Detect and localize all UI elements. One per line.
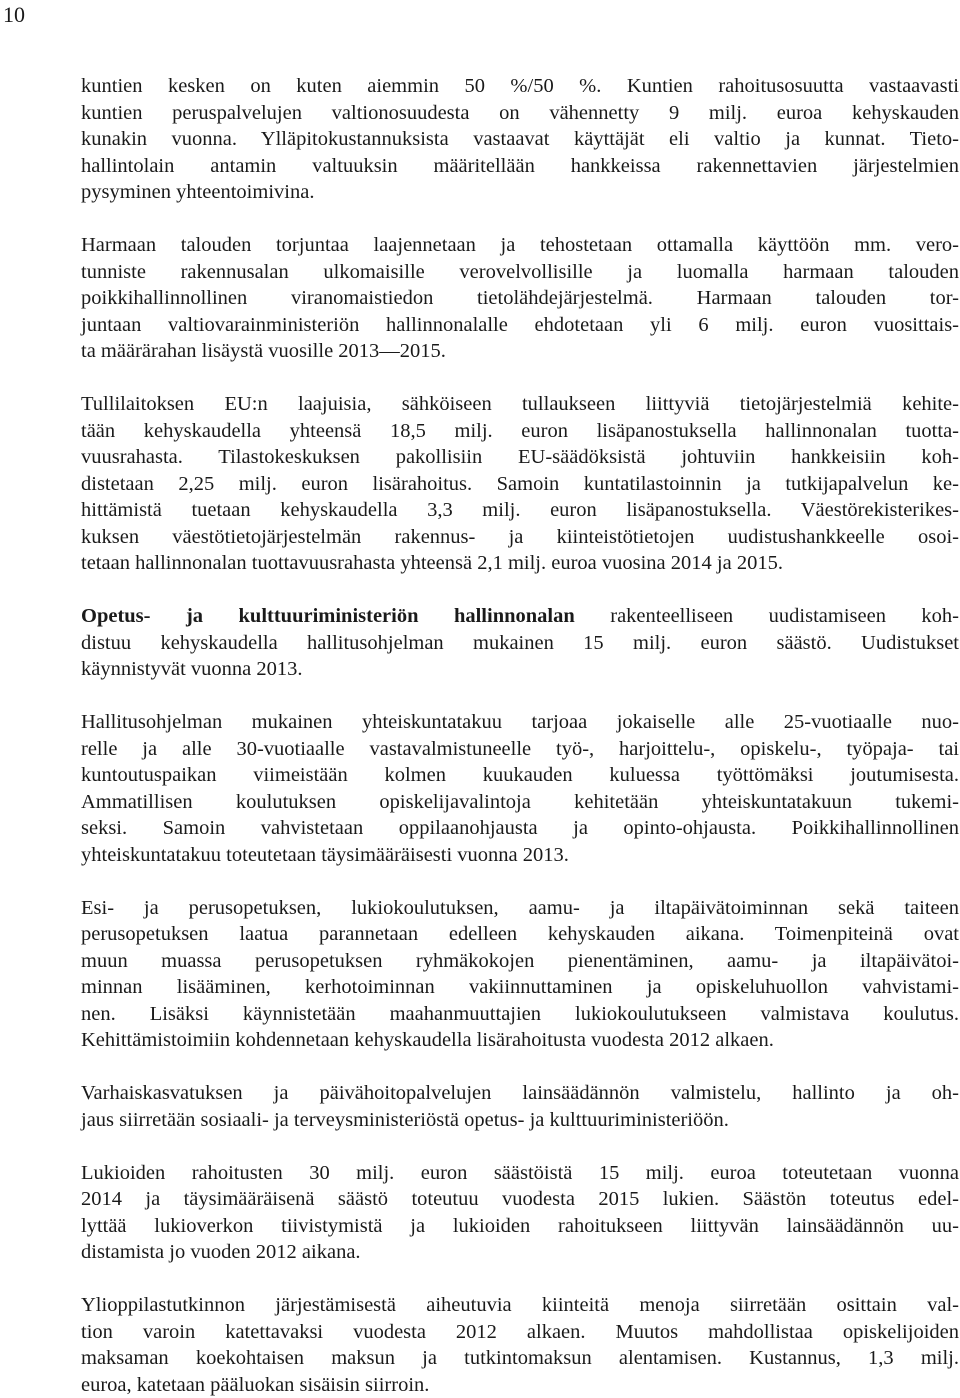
- text-line: [81, 1186, 959, 1213]
- text-line: [81, 1107, 959, 1134]
- text-line: [81, 974, 959, 1001]
- line-text: jaus siirretään sosiaali- ja terveysministeriöstä opetus- ja kulttuuriministeriöön.: [81, 1109, 729, 1131]
- line-text: ta määrärahan lisäystä vuosille 2013—2015.: [81, 340, 446, 362]
- paragraph: [81, 1160, 959, 1266]
- line-text: distuu kehyskaudella hallitusohjelman mukainen 15 milj. euron säästö. Uudistukset: [81, 632, 959, 654]
- line-text: vuusrahasta. Tilastokeskuksen pakollisiin EU-säädöksistä johtuviin hankkeisiin koh-: [81, 446, 959, 468]
- paragraph: [81, 73, 959, 206]
- line-text: kuksen väestötietojärjestelmän rakennus- ja kiinteistötietojen uudistushankkeelle osoi-: [81, 526, 959, 548]
- line-text: kuntoutuspaikan viimeistään kolmen kuukauden kuluessa työttömäksi joutumisesta.: [81, 764, 959, 786]
- text-line: [81, 285, 959, 312]
- text-line: [81, 100, 959, 127]
- line-text: Ammatillisen koulutuksen opiskelijavalintoja kehitetään yhteiskuntatakuun tukemi-: [81, 791, 959, 813]
- text-line: [81, 762, 959, 789]
- line-text: Ylioppilastutkinnon järjestämisestä aiheutuvia kiinteitä menoja siirretään osittain val-: [81, 1294, 959, 1316]
- line-text: Lukioiden rahoitusten 30 milj. euron säästöistä 15 milj. euroa toteutetaan vuonna: [81, 1162, 959, 1184]
- paragraph-gap: [81, 1054, 959, 1081]
- text-line: [81, 1292, 959, 1319]
- line-text: hittämistä tuetaan kehyskaudella 3,3 milj. euron lisäpanostuksella. Väestörekisterikes-: [81, 499, 959, 521]
- line-text: kuntien peruspalvelujen valtionosuudesta on vähennetty 9 milj. euroa kehyskauden: [81, 102, 959, 124]
- line-text: seksi. Samoin vahvistetaan oppilaanohjausta ja opinto-ohjausta. Poikkihallinnollinen: [81, 817, 959, 839]
- line-text: lyttää lukioverkon tiivistymistä ja lukioiden rahoitukseen liittyvän lainsäädännön uu-: [81, 1215, 959, 1237]
- line-text: Kehittämistoimiin kohdennetaan kehyskaudella lisärahoitusta vuodesta 2012 alkaen.: [81, 1029, 774, 1051]
- line-text: Esi- ja perusopetuksen, lukiokoulutuksen, aamu- ja iltapäivätoiminnan sekä taiteen: [81, 897, 959, 919]
- text-line: [81, 948, 959, 975]
- text-line: [81, 1160, 959, 1187]
- text-line: [81, 338, 959, 365]
- text-line: [81, 418, 959, 445]
- line-text: yhteiskuntatakuu toteutetaan täysimääräisesti vuonna 2013.: [81, 844, 569, 866]
- line-text: Harmaan talouden torjuntaa laajennetaan ja tehostetaan ottamalla käyttöön mm. vero-: [81, 234, 959, 256]
- text-line: [81, 603, 959, 630]
- text-line: [81, 444, 959, 471]
- line-text: Varhaiskasvatuksen ja päivähoitopalvelujen lainsäädännön valmistelu, hallinto ja oh-: [81, 1082, 959, 1104]
- line-text: rakenteelliseen uudistamiseen koh-: [575, 605, 959, 627]
- line-text: kunakin vuonna. Ylläpitokustannuksista vastaavat käyttäjät eli valtio ja kunnat. Tieto-: [81, 128, 959, 150]
- line-text: nen. Lisäksi käynnistetään maahanmuuttajien lukiokoulutukseen valmistava koulutus.: [81, 1003, 959, 1025]
- text-line: [81, 1213, 959, 1240]
- text-line: [81, 1345, 959, 1372]
- text-line: [81, 842, 959, 869]
- line-text: minnan lisääminen, kerhotoiminnan vakiinnuttaminen ja opiskeluhuollon vahvistami-: [81, 976, 959, 998]
- text-line: [81, 153, 959, 180]
- line-text: distetaan 2,25 milj. euron lisärahoitus. Samoin kuntatilastoinnin ja tutkijapalvelun ke-: [81, 473, 959, 495]
- text-line: [81, 1372, 959, 1398]
- line-text: poikkihallinnollinen viranomaistiedon tietolähdejärjestelmä. Harmaan talouden tor-: [81, 287, 959, 309]
- paragraph-gap: [81, 365, 959, 392]
- line-text: Tullilaitoksen EU:n laajuisia, sähköiseen tullaukseen liittyviä tietojärjestelmiä kehite-: [81, 393, 959, 415]
- paragraph: [81, 895, 959, 1054]
- text-line: [81, 1027, 959, 1054]
- text-line: [81, 550, 959, 577]
- line-text: muun muassa perusopetuksen ryhmäkokojen pienentäminen, aamu- ja iltapäivätoi-: [81, 950, 959, 972]
- text-line: [81, 656, 959, 683]
- line-text: maksaman koekohtaisen maksun ja tutkintomaksun alentamisen. Kustannus, 1,3 milj.: [81, 1347, 959, 1369]
- line-text: tetaan hallinnonalan tuottavuusrahasta yhteensä 2,1 milj. euroa vuosina 2014 ja 2015.: [81, 552, 783, 574]
- text-line: [81, 895, 959, 922]
- line-text: tion varoin katettavaksi vuodesta 2012 alkaen. Muutos mahdollistaa opiskelijoiden: [81, 1321, 959, 1343]
- paragraph: [81, 1080, 959, 1133]
- text-line: [81, 524, 959, 551]
- text-line: [81, 259, 959, 286]
- line-text: 2014 ja täysimääräisenä säästö toteutuu vuodesta 2015 lukien. Säästön toteutus edel-: [81, 1188, 959, 1210]
- line-text: euroa, katetaan pääluokan sisäisin siirroin.: [81, 1374, 429, 1396]
- paragraph-gap: [81, 868, 959, 895]
- text-line: [81, 179, 959, 206]
- paragraph-gap: [81, 1133, 959, 1160]
- paragraph-gap: [81, 577, 959, 604]
- text-line: [81, 391, 959, 418]
- paragraph: [81, 603, 959, 683]
- text-line: [81, 815, 959, 842]
- line-text: pysyminen yhteentoimivina.: [81, 181, 314, 203]
- line-text: tunniste rakennusalan ulkomaisille verovelvollisille ja luomalla harmaan talouden: [81, 261, 959, 283]
- line-text: kuntien kesken on kuten aiemmin 50 %/50 %. Kuntien rahoitusosuutta vastaavasti: [81, 75, 959, 97]
- paragraph: [81, 709, 959, 868]
- paragraph-gap: [81, 683, 959, 710]
- text-line: [81, 73, 959, 100]
- text-line: [81, 630, 959, 657]
- text-line: [81, 1080, 959, 1107]
- line-text: tään kehyskaudella yhteensä 18,5 milj. euron lisäpanostuksella hallinnonalan tuotta-: [81, 420, 959, 442]
- text-line: [81, 126, 959, 153]
- line-text: perusopetuksen laatua parannetaan edelleen kehyskauden aikana. Toimenpiteinä ovat: [81, 923, 959, 945]
- paragraph-gap: [81, 206, 959, 233]
- text-line: [81, 312, 959, 339]
- section-heading: Opetus- ja kulttuuriministeriön hallinnonalan: [81, 605, 575, 627]
- text-line: [81, 736, 959, 763]
- line-text: distamista jo vuoden 2012 aikana.: [81, 1241, 361, 1263]
- line-text: relle ja alle 30-vuotiaalle vastavalmistuneelle työ-, harjoittelu-, opiskelu-, työpaja- tai: [81, 738, 959, 760]
- text-line: [81, 1239, 959, 1266]
- paragraph: [81, 232, 959, 365]
- paragraph: [81, 1292, 959, 1398]
- text-line: [81, 232, 959, 259]
- page-number: 10: [3, 2, 25, 28]
- line-text: käynnistyvät vuonna 2013.: [81, 658, 303, 680]
- line-text: Hallitusohjelman mukainen yhteiskuntatakuu tarjoaa jokaiselle alle 25-vuotiaalle nuo-: [81, 711, 959, 733]
- body-text: [81, 73, 959, 1398]
- text-line: [81, 1001, 959, 1028]
- line-text: juntaan valtiovarainministeriön hallinnonalalle ehdotetaan yli 6 milj. euron vuosittais-: [81, 314, 959, 336]
- paragraph-gap: [81, 1266, 959, 1293]
- text-line: [81, 497, 959, 524]
- text-line: [81, 471, 959, 498]
- line-text: hallintolain antamin valtuuksin määritellään hankkeissa rakennettavien järjestelmien: [81, 155, 959, 177]
- paragraph: [81, 391, 959, 577]
- text-line: [81, 921, 959, 948]
- text-line: [81, 1319, 959, 1346]
- text-line: [81, 709, 959, 736]
- text-line: [81, 789, 959, 816]
